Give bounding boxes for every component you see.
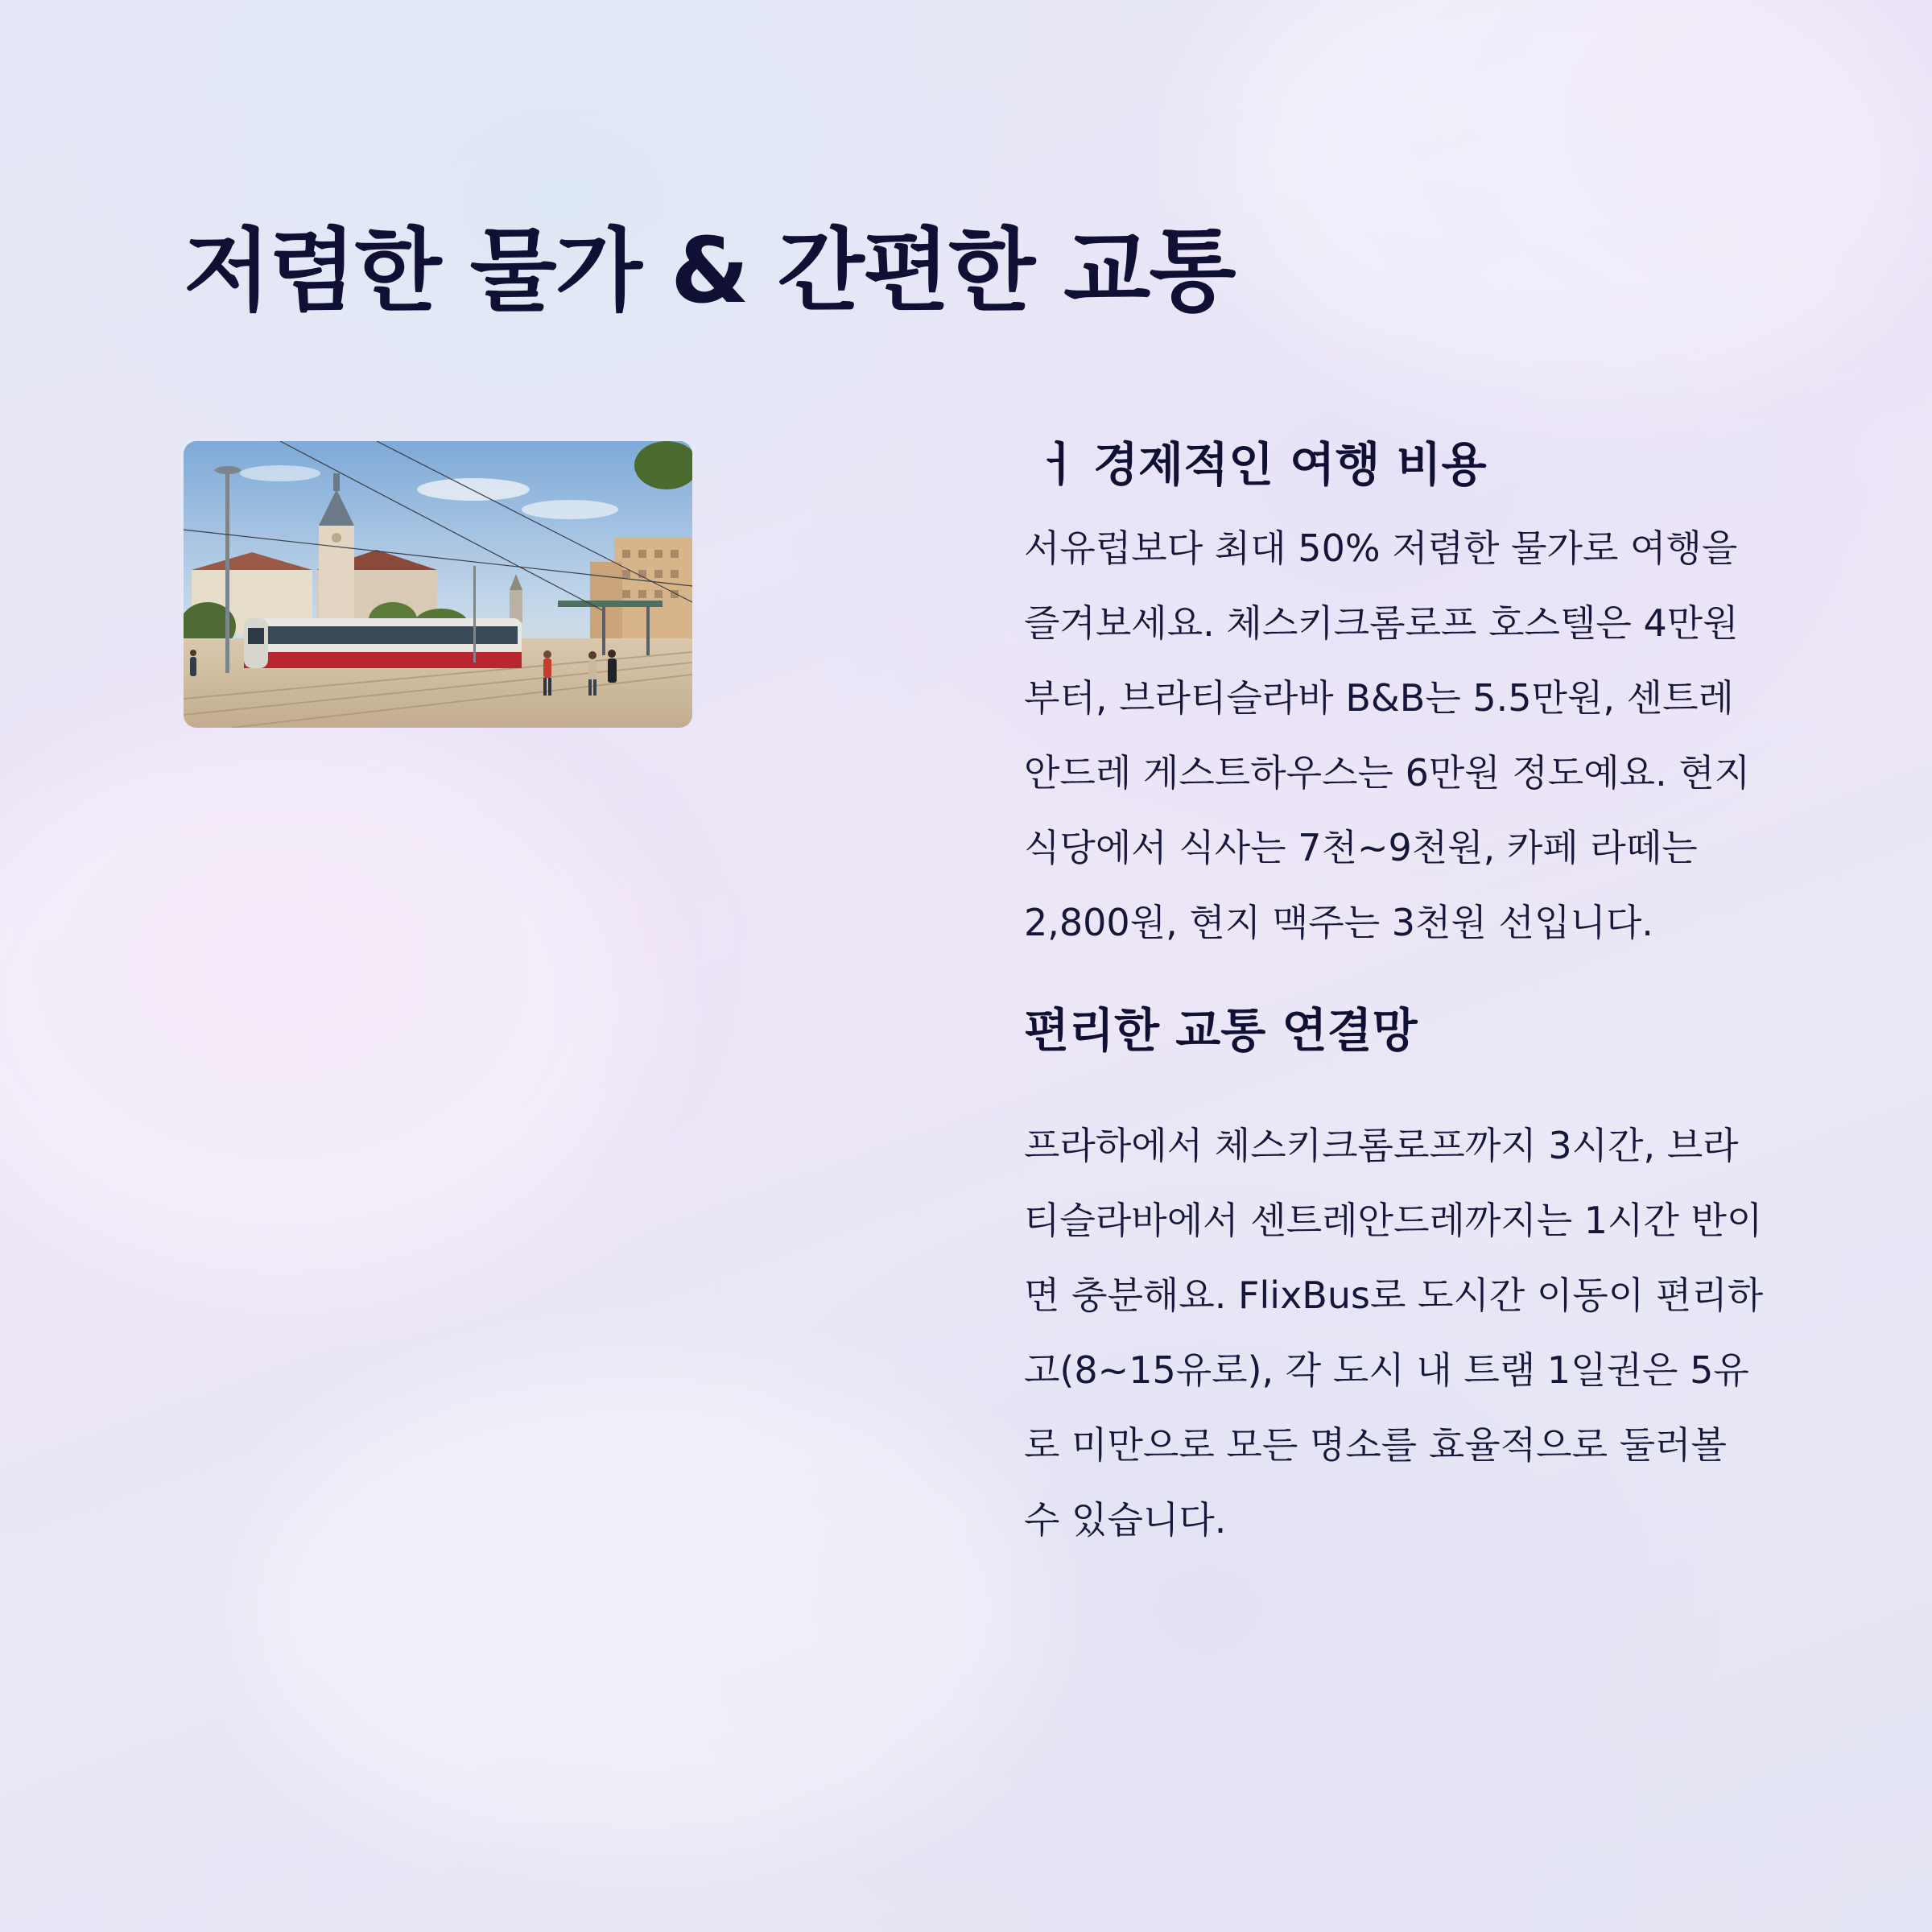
transport-section-body: 프라하에서 체스키크롬로프까지 3시간, 브라티슬라바에서 센트레안드레까지는 1시간 반이면 충분해요. FlixBus로 도시간 이동이 편리하고(8~15유로), 각 도시 내 트램 1일권은 5유로 미만으로 모든 명소를 효율적으로 둘러볼 수 있습니다. <box>1024 1123 1764 1542</box>
page-title: 저렴한 물가 & 간편한 교통 <box>184 219 1235 324</box>
city-tram-photo <box>184 441 692 728</box>
heading-prefix-mark: ㅓ <box>1037 437 1083 492</box>
background-cloud <box>242 1368 1046 1852</box>
economy-heading-text: 경제적인 여행 비용 <box>1093 437 1487 492</box>
content-column <box>1024 435 1765 1558</box>
economy-section-body: 서유럽보다 최대 50% 저렴한 물가로 여행을 즐겨보세요. 체스키크롬로프 호스텔은 4만원부터, 브라티슬라바 B&B는 5.5만원, 센트레안드레 게스트하우스는 6만원 정도예요. 현지식당에서 식사는 7천~9천원, 카페 라떼는 2,800원, 현지 맥주는 3천원 선입니다. <box>1024 526 1751 945</box>
background-cloud <box>1208 0 1932 402</box>
background-cloud <box>0 724 644 1288</box>
economy-section-heading <box>1024 435 1765 495</box>
transport-section-heading: 편리한 교통 연결망 <box>1024 1003 1418 1059</box>
tram-street-illustration <box>184 441 692 728</box>
